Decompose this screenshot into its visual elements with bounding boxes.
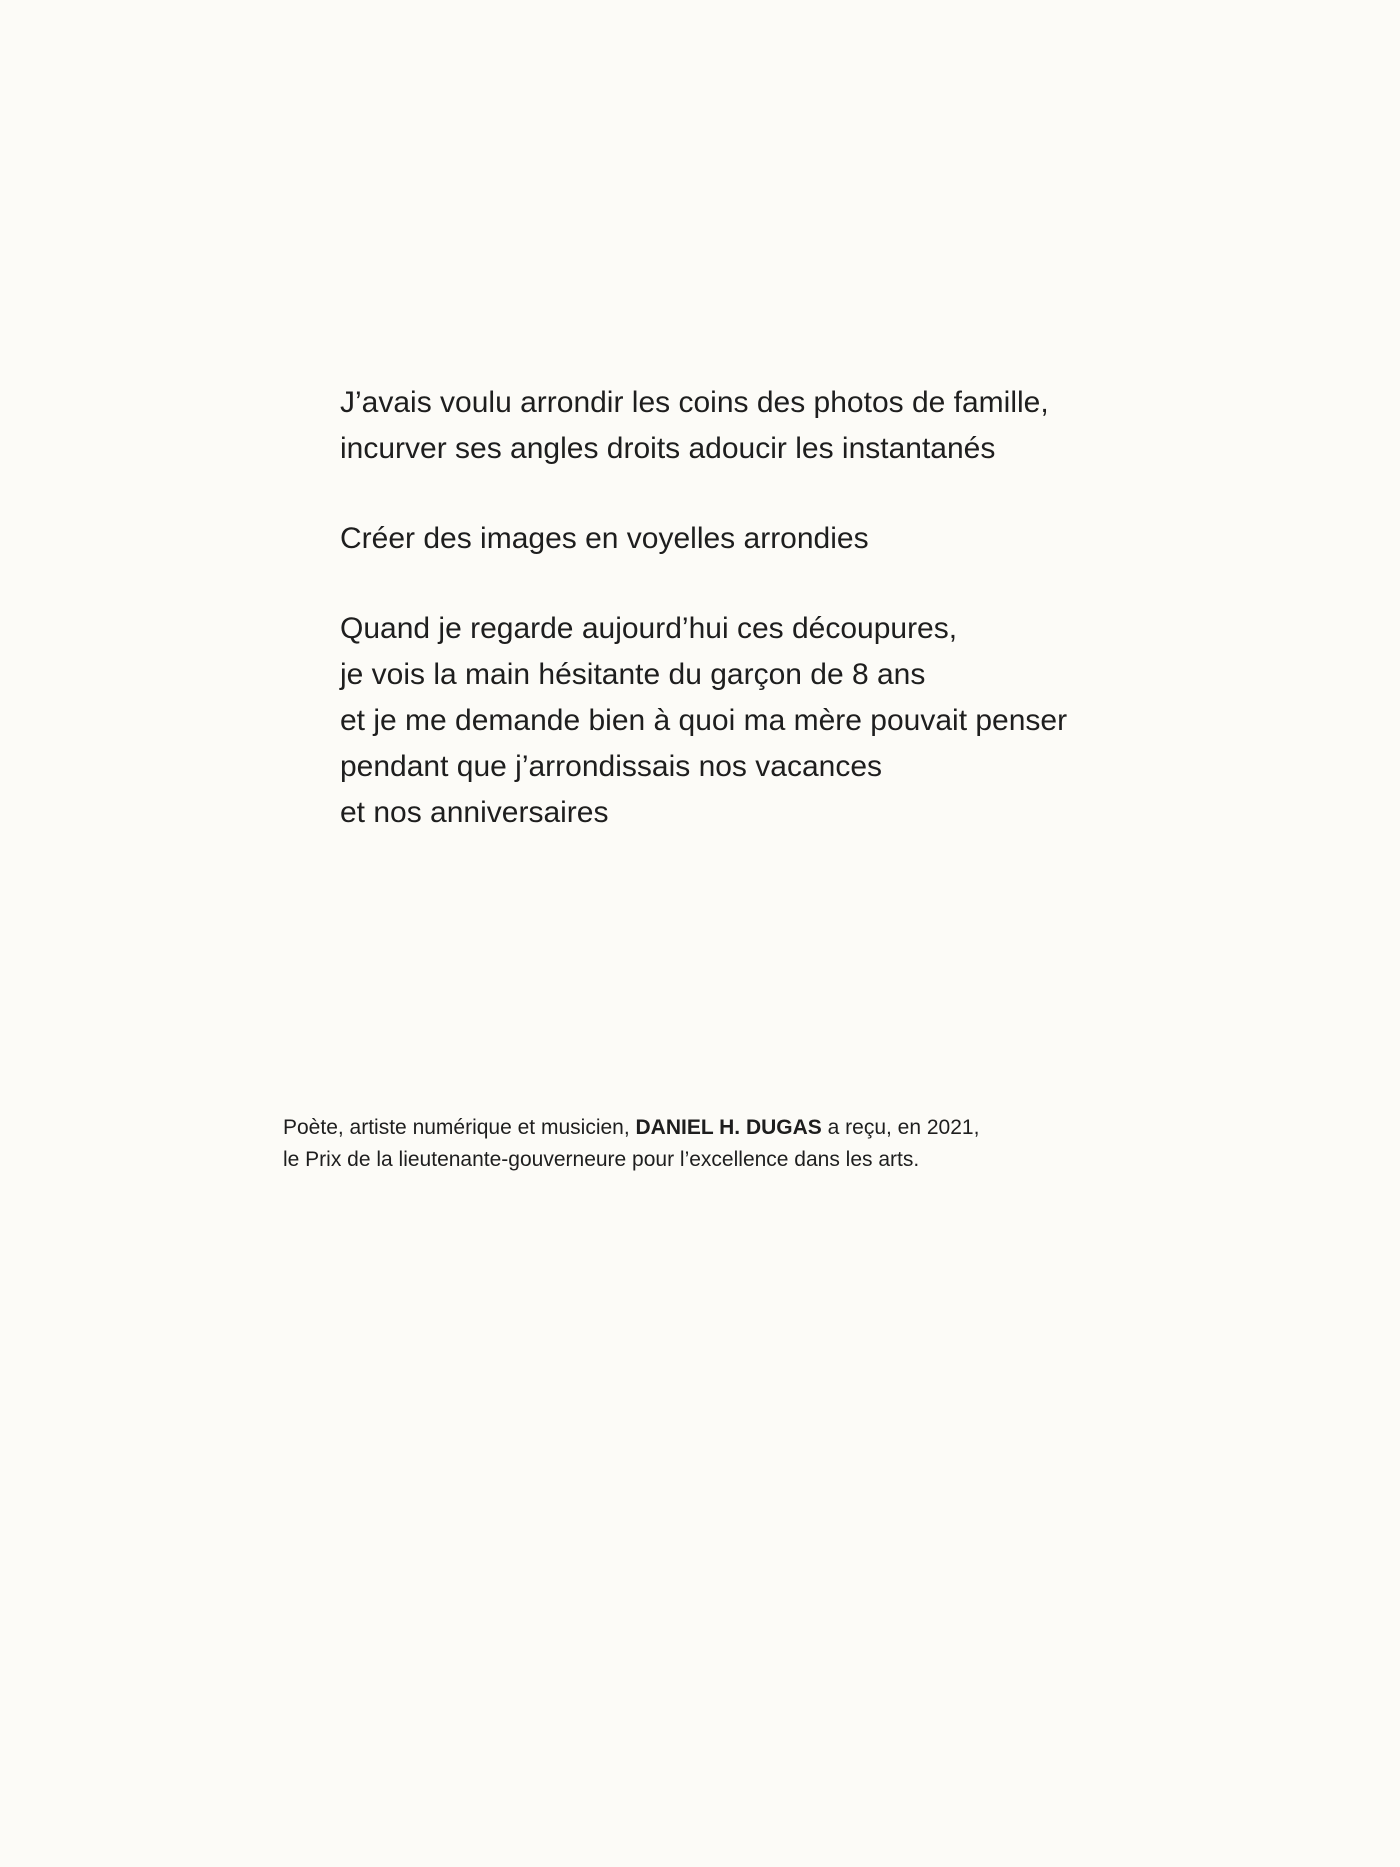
poem-line: et nos anniversaires (340, 796, 609, 829)
poem (340, 380, 1240, 880)
poem-line: je vois la main hésitante du garçon de 8 ans (340, 658, 926, 691)
poem-line: J’avais voulu arrondir les coins des photos de famille, (340, 386, 1049, 419)
poem-line: et je me demande bien à quoi ma mère pouvait penser (340, 704, 1068, 737)
poem-stanza-2 (340, 516, 1240, 562)
poem-line: pendant que j’arrondissais nos vacances (340, 750, 883, 783)
bio-line-2: le Prix de la lieutenante-gouverneure pour l’excellence dans les arts. (283, 1148, 920, 1171)
bio-prefix: Poète, artiste numérique et musicien, (283, 1116, 636, 1139)
poem-stanza-1 (340, 380, 1240, 472)
poem-stanza-3 (340, 606, 1240, 836)
poem-line: Créer des images en voyelles arrondies (340, 522, 869, 555)
bio-line-1 (283, 1112, 1183, 1144)
author-name: DANIEL H. DUGAS (635, 1116, 822, 1139)
author-bio (283, 1112, 1183, 1176)
bio-suffix: a reçu, en 2021, (821, 1116, 980, 1139)
poem-line: incurver ses angles droits adoucir les instantanés (340, 432, 996, 465)
poem-line: Quand je regarde aujourd’hui ces découpures, (340, 612, 958, 645)
